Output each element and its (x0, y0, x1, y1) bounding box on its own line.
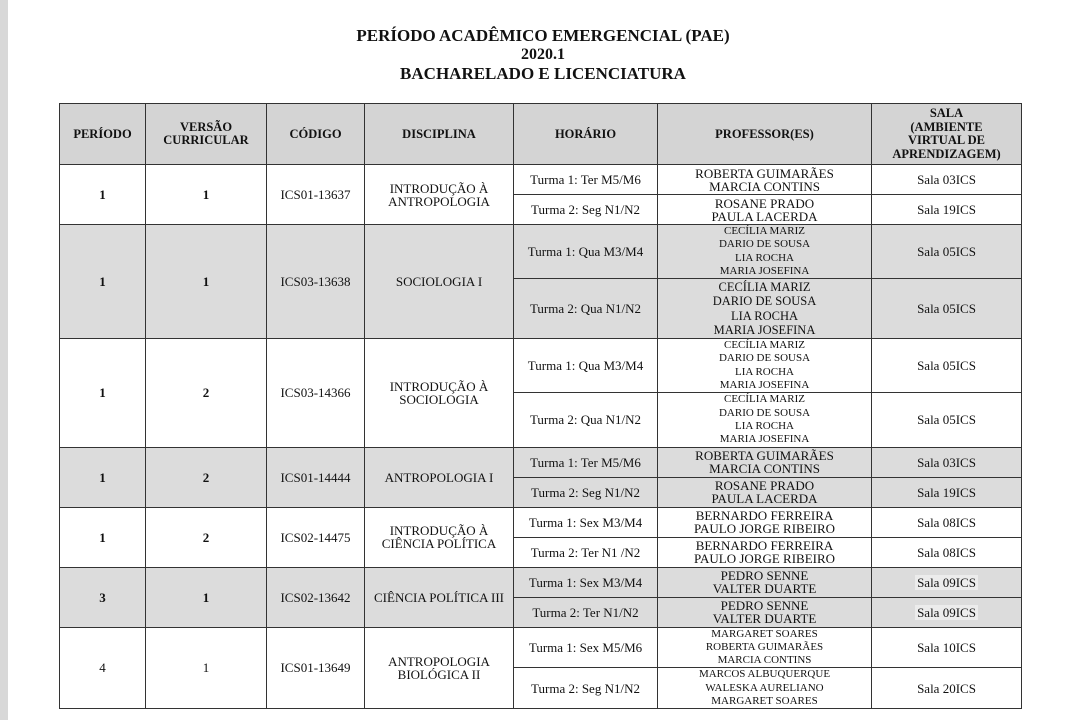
title-line-3: BACHARELADO E LICENCIATURA (400, 64, 686, 83)
schedule-table (59, 103, 1022, 709)
table-row (60, 225, 1022, 279)
cell-professores: CECÍLIA MARIZ DARIO DE SOUSA LIA ROCHA MARIA JOSEFINA (658, 339, 872, 393)
cell-professores: BERNARDO FERREIRA PAULO JORGE RIBEIRO (658, 507, 872, 537)
cell-horario: Turma 2: Ter N1 /N2 (514, 537, 658, 567)
cell-professores: MARCOS ALBUQUERQUE WALESKA AURELIANO MARGARET SOARES (658, 668, 872, 709)
cell-disciplina: ANTROPOLOGIA I (365, 447, 514, 507)
cell-sala: Sala 05ICS (872, 279, 1022, 339)
cell-disciplina: SOCIOLOGIA I (365, 225, 514, 339)
title-line-1: PERÍODO ACADÊMICO EMERGENCIAL (PAE) (356, 26, 730, 45)
cell-horario: Turma 2: Qua N1/N2 (514, 393, 658, 447)
table-row (60, 165, 1022, 195)
header-periodo: PERÍODO (60, 104, 146, 165)
cell-professores: CECÍLIA MARIZ DARIO DE SOUSA LIA ROCHA MARIA JOSEFINA (658, 279, 872, 339)
cell-disciplina: INTRODUÇÃO À ANTROPOLOGIA (365, 165, 514, 225)
cell-periodo: 3 (60, 567, 146, 627)
cell-horario: Turma 2: Ter N1/N2 (514, 597, 658, 627)
cell-professores: MARGARET SOARES ROBERTA GUIMARÃES MARCIA CONTINS (658, 627, 872, 668)
cell-sala: Sala 08ICS (872, 537, 1022, 567)
table-row (60, 339, 1022, 393)
sala-highlight: Sala 09ICS (917, 604, 976, 620)
page-left-edge (0, 0, 8, 720)
cell-professores: ROSANE PRADO PAULA LACERDA (658, 477, 872, 507)
cell-sala: Sala 20ICS (872, 668, 1022, 709)
cell-versao: 2 (146, 507, 267, 567)
cell-versao: 1 (146, 567, 267, 627)
cell-horario: Turma 1: Sex M5/M6 (514, 627, 658, 668)
cell-horario: Turma 2: Qua N1/N2 (514, 279, 658, 339)
cell-disciplina: ANTROPOLOGIA BIOLÓGICA II (365, 627, 514, 709)
cell-versao: 1 (146, 225, 267, 339)
sala-highlight: Sala 09ICS (917, 574, 976, 590)
cell-professores: PEDRO SENNE VALTER DUARTE (658, 597, 872, 627)
cell-sala: Sala 05ICS (872, 225, 1022, 279)
document-header (0, 26, 1086, 84)
cell-sala: Sala 05ICS (872, 339, 1022, 393)
table-row (60, 627, 1022, 668)
header-row (60, 104, 1022, 165)
cell-sala: Sala 08ICS (872, 507, 1022, 537)
table-row (60, 507, 1022, 537)
cell-professores: ROSANE PRADO PAULA LACERDA (658, 195, 872, 225)
title-line-2: 2020.1 (521, 46, 565, 63)
cell-horario: Turma 1: Ter M5/M6 (514, 447, 658, 477)
cell-horario: Turma 2: Seg N1/N2 (514, 668, 658, 709)
cell-codigo: ICS01-13649 (267, 627, 365, 709)
cell-sala: Sala 19ICS (872, 195, 1022, 225)
cell-disciplina: INTRODUÇÃO À CIÊNCIA POLÍTICA (365, 507, 514, 567)
cell-periodo: 1 (60, 225, 146, 339)
cell-horario: Turma 1: Sex M3/M4 (514, 507, 658, 537)
cell-codigo: ICS01-14444 (267, 447, 365, 507)
cell-sala: Sala 03ICS (872, 447, 1022, 477)
cell-professores: ROBERTA GUIMARÃES MARCIA CONTINS (658, 447, 872, 477)
cell-versao: 1 (146, 165, 267, 225)
cell-periodo: 4 (60, 627, 146, 709)
cell-disciplina: INTRODUÇÃO À SOCIOLOGIA (365, 339, 514, 447)
cell-sala (872, 567, 1022, 597)
table-row (60, 567, 1022, 597)
cell-sala: Sala 05ICS (872, 393, 1022, 447)
cell-disciplina: CIÊNCIA POLÍTICA III (365, 567, 514, 627)
cell-versao: 2 (146, 339, 267, 447)
cell-professores: BERNARDO FERREIRA PAULO JORGE RIBEIRO (658, 537, 872, 567)
header-sala: SALA (AMBIENTE VIRTUAL DE APRENDIZAGEM) (872, 104, 1022, 165)
header-professor: PROFESSOR(ES) (658, 104, 872, 165)
cell-periodo: 1 (60, 507, 146, 567)
cell-professores: CECÍLIA MARIZ DARIO DE SOUSA LIA ROCHA MARIA JOSEFINA (658, 393, 872, 447)
cell-horario: Turma 1: Sex M3/M4 (514, 567, 658, 597)
cell-professores: PEDRO SENNE VALTER DUARTE (658, 567, 872, 597)
cell-codigo: ICS01-13637 (267, 165, 365, 225)
cell-professores: ROBERTA GUIMARÃES MARCIA CONTINS (658, 165, 872, 195)
header-versao: VERSÃO CURRICULAR (146, 104, 267, 165)
cell-sala (872, 597, 1022, 627)
cell-horario: Turma 2: Seg N1/N2 (514, 477, 658, 507)
cell-professores: CECÍLIA MARIZ DARIO DE SOUSA LIA ROCHA MARIA JOSEFINA (658, 225, 872, 279)
cell-codigo: ICS02-13642 (267, 567, 365, 627)
cell-horario: Turma 1: Ter M5/M6 (514, 165, 658, 195)
cell-periodo: 1 (60, 447, 146, 507)
cell-periodo: 1 (60, 339, 146, 447)
cell-sala: Sala 10ICS (872, 627, 1022, 668)
cell-codigo: ICS02-14475 (267, 507, 365, 567)
cell-sala: Sala 03ICS (872, 165, 1022, 195)
cell-horario: Turma 2: Seg N1/N2 (514, 195, 658, 225)
header-disciplina: DISCIPLINA (365, 104, 514, 165)
header-codigo: CÓDIGO (267, 104, 365, 165)
cell-sala: Sala 19ICS (872, 477, 1022, 507)
cell-horario: Turma 1: Qua M3/M4 (514, 339, 658, 393)
cell-versao: 1 (146, 627, 267, 709)
cell-codigo: ICS03-13638 (267, 225, 365, 339)
table-row (60, 447, 1022, 477)
cell-codigo: ICS03-14366 (267, 339, 365, 447)
header-horario: HORÁRIO (514, 104, 658, 165)
cell-versao: 2 (146, 447, 267, 507)
cell-horario: Turma 1: Qua M3/M4 (514, 225, 658, 279)
cell-periodo: 1 (60, 165, 146, 225)
